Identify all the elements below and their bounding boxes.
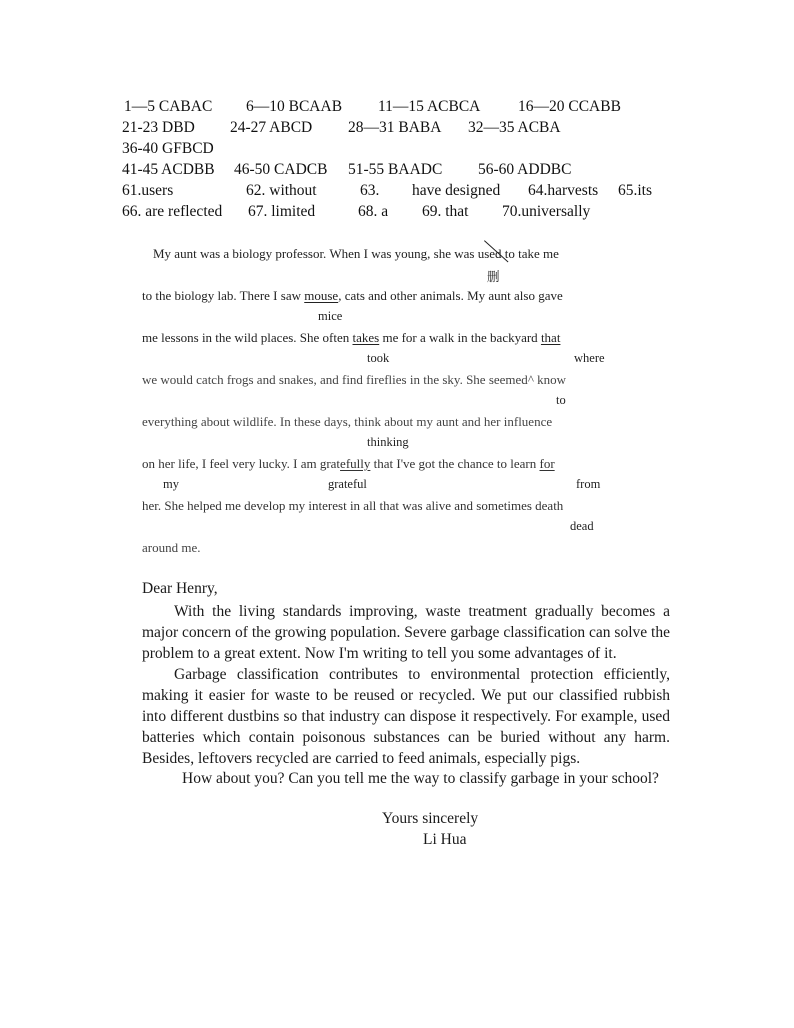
marked-word: for [539,456,555,471]
answer-64: 64.harvests [528,182,599,199]
line-text: everything about wildlife. In these days, think about my aunt and her influence [142,414,553,429]
line-text: me lessons in the wild places. She often [142,330,353,345]
answer-28-31: 28—31 BABA [348,119,442,136]
answer-24-27: 24-27 ABCD [230,119,313,136]
letter-paragraph-1: With the living standards improving, waste treatment gradually becomes a major concern of the growing population. Severe garbage classification can solve the problem to a great extent. Now I'm writing to tell you some advantages of it. [142,603,670,662]
answer-46-50: 46-50 CADCB [234,161,328,178]
correction-line-2 [142,288,563,304]
fix-from: from [576,477,601,491]
answer-21-23: 21-23 DBD [122,119,195,136]
answer-61: 61.users [122,182,174,199]
answer-66: 66. are reflected [122,203,223,220]
fix-took: took [367,351,390,365]
correction-line-6 [142,456,555,472]
answer-63-label: 63. [360,182,380,199]
fix-grateful: grateful [328,477,367,491]
fix-thinking: thinking [367,435,409,449]
line-text: me for a walk in the backyard [379,330,541,345]
correction-line-4 [142,372,566,388]
line-text: know [533,372,567,387]
fix-my: my [163,477,179,491]
insert-caret: ^ [527,372,534,387]
answer-67: 67. limited [248,203,316,220]
answer-62: 62. without [246,182,317,199]
marked-word: takes [352,330,380,345]
line-text: , cats and other animals. My aunt also gave [338,288,563,303]
answer-69: 69. that [422,203,469,220]
fix-delete: 删 [487,270,500,284]
answer-11-15: 11—15 ACBCA [378,98,481,115]
answer-6-10: 6—10 BCAAB [246,98,343,115]
answer-41-45: 41-45 ACDBB [122,161,215,178]
letter-paragraph-3: How about you? Can you tell me the way to classify garbage in your school? [182,770,659,787]
marked-word: was [454,246,475,261]
answer-56-60: 56-60 ADDBC [478,161,572,178]
letter-signature: Li Hua [423,831,467,848]
answer-36-40: 36-40 GFBCD [122,140,214,157]
line-text: that I've got the chance to learn [370,456,540,471]
line-text: on her life, I feel very lucky. I am grat [142,456,341,471]
answer-68: 68. a [358,203,389,220]
answer-63: have designed [412,182,501,199]
fix-where: where [574,351,605,365]
correction-line-8 [142,540,200,556]
line-text: used to take me [474,246,559,261]
letter-closing: Yours sincerely [382,810,479,827]
fix-dead: dead [570,519,594,533]
line-text: to the biology lab. There I saw [142,288,305,303]
answer-65: 65.its [618,182,653,199]
fix-to: to [556,393,566,407]
answer-1-5: 1—5 CABAC [124,98,213,115]
answer-51-55: 51-55 BAADC [348,161,443,178]
line-text: My aunt was a biology professor. When I was young, she [153,246,455,261]
fix-mice: mice [318,309,343,323]
marked-word: mouse [304,288,339,303]
correction-line-5 [142,414,552,430]
answer-70: 70.universally [502,203,591,220]
answer-32-35: 32—35 ACBA [468,119,561,136]
letter-salutation: Dear Henry, [142,580,218,597]
correction-line-7 [142,498,563,514]
line-text: her. She helped me develop my interest in all that was alive and sometimes death [142,498,564,513]
marked-word: efully [340,456,371,471]
line-text: around me. [142,540,201,555]
answer-16-20: 16—20 CCABB [518,98,621,115]
line-text: we would catch frogs and snakes, and find fireflies in the sky. She seemed [142,372,528,387]
marked-word: that [540,330,561,345]
correction-line-3 [142,330,560,346]
letter-paragraph-2: Garbage classification contributes to environmental protection efficiently, making it easier for waste to be reused or recycled. We put our classified rubbish into different dustbins so that industry can dispose it respectively. For example, used batteries which contain poisonous substances can be buried without any harm. Besides, leftovers recycled are carried to feed animals, especially pigs. [142,666,670,767]
